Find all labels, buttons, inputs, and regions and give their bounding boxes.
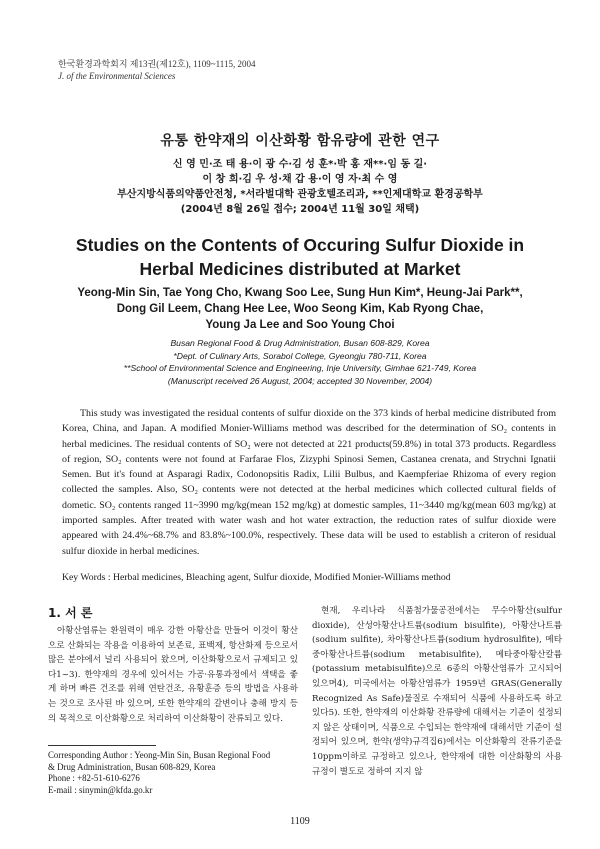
journal-en-line: J. of the Environmental Sciences <box>58 71 176 81</box>
introduction-heading: 1. 서 론 <box>48 606 93 620</box>
page-number: 1109 <box>290 816 310 827</box>
korean-author-block <box>0 157 600 217</box>
journal-header <box>58 58 255 82</box>
english-authors-line-3: Young Ja Lee and Soo Young Choi <box>205 319 395 331</box>
correspondence-line-1: Corresponding Author : Yeong-Min Sin, Busan Regional Food <box>48 750 271 760</box>
korean-authors-line-1: 신 영 민·조 태 용·이 광 수·김 성 훈*·박 홍 재**·임 동 길· <box>172 159 428 170</box>
affiliation-3: **School of Environmental Science and Engineering, Inje University, Gimhae 621-749, Korea <box>123 363 477 374</box>
introduction-paragraph-2 <box>312 604 562 779</box>
footnote-rule <box>48 745 156 746</box>
correspondence-line-2: & Drug Administration, Busan 608-829, Korea <box>48 761 216 772</box>
english-title <box>0 233 600 281</box>
right-column <box>312 604 562 779</box>
correspondence-note <box>48 750 304 796</box>
english-title-line-1: Studies on the Contents of Occuring Sulfur Dioxide in <box>75 235 525 255</box>
journal-kr-line: 한국환경과학회지 제13권(제12호), 1109~1115, 2004 <box>58 59 256 69</box>
english-authors-line-2: Dong Gil Leem, Chang Hee Lee, Woo Seong Kim, Kab Ryong Chae, <box>116 303 484 315</box>
korean-authors-line-2: 이 창 희·김 우 성·채 갑 용·이 영 자·최 수 영 <box>202 174 398 185</box>
english-authors <box>0 285 600 333</box>
korean-title: 유통 한약재의 이산화황 함유량에 관한 연구 <box>160 133 440 149</box>
introduction-text-1: 아황산염류는 환원력이 매우 강한 아황산을 만들어 이것이 황산으로 산화되는 작용을 이용하여 보존료, 표백제, 항산화제 등으로서 많은 분야에서 널리 사용되어 왔으며, 이산화황으로서 규제되고 있다1~3). 한약재의 경우에 있어서는 가공·유통과정에서 색택을 좋게 하며 빠른 건조를 위해 연탄건조, 유황훈증 등의 방법을 사용하는 것으로 조사된 바 있으며, 또한 한약재의 갈변이나 충해 방지 등의 목적으로 이산화황으로 처리하여 이산화황이 잔류되고 있다. <box>48 626 298 724</box>
korean-received-dates: (2004년 8월 26일 접수; 2004년 11월 30일 채택) <box>180 204 420 215</box>
english-affiliations <box>0 337 600 387</box>
manuscript-dates: (Manuscript received 26 August, 2004; accepted 30 November, 2004) <box>167 375 433 386</box>
affiliation-2: *Dept. of Culinary Arts, Sorabol College, Gyeongju 780-711, Korea <box>173 350 427 361</box>
left-column <box>48 604 298 726</box>
correspondence-phone: Phone : +82-51-610-6276 <box>48 773 140 784</box>
english-title-line-2: Herbal Medicines distributed at Market <box>139 259 461 279</box>
introduction-text-2: 현재, 우리나라 식품첨가물공전에서는 무수아황산(sulfur dioxide), 산성아황산나트륨(sodium bisulfite), 아황산나트륨(sodium sulfite), 차아황산나트륨(sodium hydrosulfite), 메타중아황산나트륨(sodium metabisulfite), 메타중아황산칼륨(potassium metabisulfite)으로 6종의 아황산염류가 고시되어 있으며4), 미국에서는 아황산염류가 1959년 GRAS(Generally Recognized As Safe)물질로 수재되어 식품에 사용하도록 하고 있다5). 또한, 한약재의 이산화황 잔류량에 대해서는 기준이 설정되지 않은 상태이며, 식품으로 수입되는 한약재에 대해서만 기준이 설정되어 있으며, 한약(생약)규격집6)에서는 이산화황의 잔류기준을 10ppm이하로 규정하고 있으나, 한약재에 대한 이산화황의 사용 규정이 별도로 정하여 지지 않 <box>312 606 562 777</box>
abstract: This study was investigated the residual contents of sulfur dioxide on the 373 kinds of herbal medicine distributed from Korea, China, and Japan. A modified Monier-Williams method was described for the determination of SO₂ contents in herbal medicines. The residual contents of SO₂ were not detected at 221 products(59.8%) in total 373 products. Regardless of region, SO₂ contents were not found at Farfarae Flos, Zizyphi Spinosi Semen, Castanea crenata, and Strychni Ignatii Semen. But it's found at Asparagi Radix, Codonopsitis Radix, Lilii Bulbus, and Kaempferiae Rhizoma of every region collected the samples. Also, SO₂ contents were not detected at the herbal medicines which collected cultural fields of dometic. SO₂ contents ranged 11~3990 mg/kg(mean 152 mg/kg) at domestic samples, 11~3440 mg/kg(mean 603 mg/kg) at imported samples. After treated with water wash and hot water extraction, the reduction rates of sulfur dioxide were appeared with 24.4%~68.7% and 83.8%~100.0%, respectively. These data will be used to establish a criteron of residual sulfur dioxide in herbal medicines. <box>62 408 556 557</box>
keywords: Key Words : Herbal medicines, Bleaching agent, Sulfur dioxide, Modified Monier-Williams method <box>62 572 451 583</box>
korean-affiliation: 부산지방식품의약품안전청, *서라벌대학 관광호텔조리과, **인제대학교 환경공학부 <box>117 189 483 200</box>
introduction-paragraph-1 <box>48 624 298 726</box>
english-authors-line-1: Yeong-Min Sin, Tae Yong Cho, Kwang Soo Lee, Sung Hun Kim*, Heung-Jai Park**, <box>77 287 523 299</box>
affiliation-1: Busan Regional Food & Drug Administration, Busan 608-829, Korea <box>170 338 430 348</box>
correspondence-email: E-mail : sinymin@kfda.go.kr <box>48 784 153 795</box>
